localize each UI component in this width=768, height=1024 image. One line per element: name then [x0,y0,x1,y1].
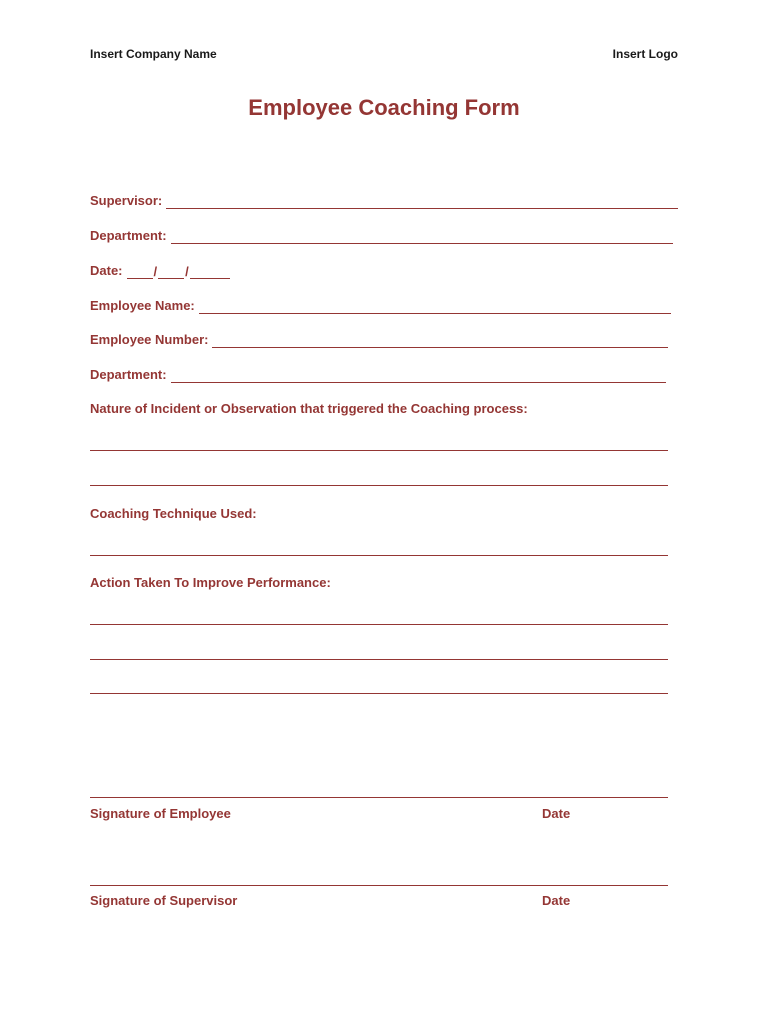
company-name-placeholder: Insert Company Name [90,47,217,61]
department-input-line-2[interactable] [171,368,666,383]
supervisor-signature-date-label: Date [542,893,571,908]
date-field [90,263,230,279]
employee-signature-label: Signature of Employee [90,806,231,821]
action-taken-label: Action Taken To Improve Performance: [90,575,331,590]
action-taken-line-1[interactable] [90,624,668,625]
date-year-blank[interactable] [190,264,230,279]
department-field-2 [90,367,666,383]
date-month-blank[interactable] [127,264,153,279]
employee-name-field [90,298,671,314]
coaching-technique-label: Coaching Technique Used: [90,506,257,521]
logo-placeholder: Insert Logo [612,47,678,61]
department-field-1 [90,228,673,244]
nature-of-incident-line-2[interactable] [90,485,668,486]
nature-of-incident-label: Nature of Incident or Observation that triggered the Coaching process: [90,401,528,416]
supervisor-field [90,193,678,209]
department-input-line-1[interactable] [171,229,673,244]
action-taken-line-3[interactable] [90,693,668,694]
department-label-1: Department: [90,228,167,243]
supervisor-label: Supervisor: [90,193,163,208]
date-slash-1: / [153,264,158,279]
date-day-blank[interactable] [158,264,184,279]
nature-of-incident-line-1[interactable] [90,450,668,451]
employee-signature-line[interactable] [90,797,668,798]
date-slash-2: / [185,264,189,279]
employee-signature-date-label: Date [542,806,571,821]
date-label: Date: [90,263,123,278]
action-taken-line-2[interactable] [90,659,668,660]
coaching-technique-line-1[interactable] [90,555,668,556]
form-title: Employee Coaching Form [248,95,520,120]
employee-number-label: Employee Number: [90,332,209,347]
supervisor-input-line[interactable] [166,194,678,209]
employee-number-input-line[interactable] [212,333,668,348]
employee-number-field [90,332,668,348]
supervisor-signature-label: Signature of Supervisor [90,893,238,908]
employee-name-label: Employee Name: [90,298,195,313]
employee-name-input-line[interactable] [199,299,671,314]
department-label-2: Department: [90,367,167,382]
supervisor-signature-line[interactable] [90,885,668,886]
